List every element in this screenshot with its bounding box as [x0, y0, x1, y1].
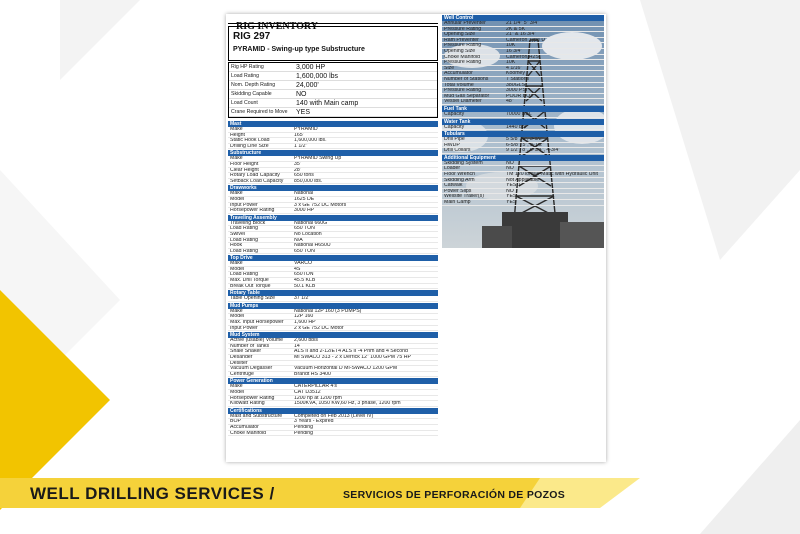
spec-label: Pressure Rating: [444, 43, 482, 48]
spec-label: Clear Height: [230, 167, 259, 173]
spec-row: [442, 125, 604, 131]
spec-row: [442, 148, 604, 154]
spec-label: Drilling Line Size: [230, 143, 269, 149]
spec-value: 3,000 HP: [296, 63, 326, 71]
spec-value: 37 1/2": [294, 296, 311, 301]
spec-label: Make: [230, 127, 243, 132]
rig-number: RIG 297: [233, 31, 271, 42]
spec-value: NO: [506, 166, 514, 172]
spec-label: Power Slips: [444, 188, 472, 194]
spec-row: [228, 208, 438, 214]
spec-value: 1440 bbl: [506, 124, 526, 130]
section-header: Mud System: [228, 332, 438, 338]
spec-value: 1625 DE: [294, 196, 315, 202]
spec-value: N/A: [294, 237, 303, 243]
spec-label: Floor Height: [230, 161, 259, 167]
spec-label: Horsepower Rating: [230, 208, 275, 213]
spec-value: Cameron Type U: [506, 37, 546, 43]
spec-value: Completed on Feb 2013 (Level IV): [294, 413, 374, 419]
spec-value: PYRAMID Swing Up: [294, 156, 342, 161]
spec-label: Table Opening Size: [230, 296, 275, 301]
spec-row: [229, 63, 437, 72]
right-spec-sections: [442, 14, 604, 206]
spec-value: 1,600,000 lbs.: [294, 138, 327, 143]
sheet-title: RIG INVENTORY: [236, 21, 318, 32]
spec-label: Size: [444, 65, 455, 71]
spec-row: [228, 249, 438, 255]
spec-value: TM 120Torque-Matic with Hydraulic Unit: [506, 172, 598, 177]
spec-row: [229, 72, 437, 81]
spec-row: [229, 81, 437, 90]
spec-value: 48": [506, 99, 514, 104]
gray-stripe-bottom-right: [700, 420, 800, 534]
spec-label: Make: [230, 191, 243, 196]
spec-label: Pressure Rating: [444, 26, 482, 32]
spec-value: 24,000': [296, 81, 319, 89]
spec-label: Setback Load Capacity: [230, 178, 284, 184]
spec-value: 1200 hp at 1200 rpm: [294, 395, 342, 401]
spec-label: Choke Manifold: [444, 54, 481, 60]
spec-value: 3000 PSI: [506, 88, 528, 93]
spec-label: Make: [230, 156, 243, 161]
spec-label: Hook: [230, 243, 243, 248]
spec-label: Rig HP Rating: [231, 64, 264, 70]
spec-label: Total Volume: [444, 82, 474, 88]
spec-label: Capacity: [444, 111, 465, 117]
spec-value: National H650U: [294, 243, 331, 248]
spec-label: Height: [230, 132, 245, 138]
spec-label: Load Rating: [231, 73, 259, 79]
spec-label: Swivel: [230, 231, 245, 237]
spec-row: [228, 296, 438, 302]
spec-row: [442, 200, 604, 206]
spec-value: 650 TON: [294, 248, 315, 254]
banner-title: WELL DRILLING SERVICES /: [30, 484, 275, 503]
spec-label: Crane Required to Move: [231, 109, 288, 115]
spec-value: 5 5/8", 5", 3-1/2": [506, 137, 544, 142]
section-header: Fuel Tank: [442, 106, 604, 112]
spec-value: 7 Stations: [506, 76, 530, 82]
spec-value: 650 TON: [294, 226, 315, 231]
spec-label: Traveling Block: [230, 220, 266, 226]
rig-inventory-sheet: [226, 14, 606, 462]
spec-value: 850,000 lbs.: [294, 178, 323, 184]
spec-value: POOR BOY: [506, 93, 534, 99]
spec-value: Pending: [294, 430, 314, 436]
section-header: Rotary Table: [228, 290, 438, 296]
spec-value: Cameron H2S: [506, 54, 539, 60]
spec-value: 14: [294, 343, 300, 349]
spec-label: Pressure Rating: [444, 88, 482, 93]
spec-label: Horsepower Rating: [230, 395, 275, 401]
spec-value: 4 1/16": [506, 65, 523, 71]
spec-label: Number of Stations: [444, 76, 489, 82]
spec-label: Max. Input Horsepower: [230, 320, 284, 325]
spec-label: Choke Manifold: [230, 430, 267, 436]
spec-label: Max. Drill Torque: [230, 278, 269, 283]
spec-value: CAT D3512: [294, 389, 321, 395]
spec-value: Koomey: [506, 71, 526, 76]
spec-value: 16 3/4": [506, 48, 523, 54]
section-header: Water Tank: [442, 119, 604, 125]
spec-row: [229, 90, 437, 99]
section-header: Traveling Assembly: [228, 215, 438, 221]
spec-row: [228, 372, 438, 378]
spec-label: Skidding Arm: [444, 177, 475, 183]
spec-label: Wellsite Trailer(s): [444, 194, 484, 200]
spec-label: Active (usable) Volume: [230, 338, 284, 343]
spec-value: 35': [294, 161, 301, 167]
section-header: Tubulars: [442, 131, 604, 137]
spec-label: Drill Collars: [444, 148, 471, 153]
section-header: Drawworks: [228, 185, 438, 191]
spec-label: HWDP: [444, 142, 460, 148]
rig-subtitle: PYRAMID - Swing-up type Substructure: [233, 46, 365, 53]
spec-label: Load Rating: [230, 272, 258, 278]
spec-value: 2,600 bbls: [294, 338, 318, 343]
spec-label: Capacity: [444, 124, 465, 130]
spec-value: 21" & 16 3/4": [506, 32, 537, 37]
spec-label: Accumulator: [444, 71, 473, 76]
spec-label: Make: [230, 384, 243, 389]
spec-row: [228, 284, 438, 290]
spec-row: [228, 144, 438, 150]
spec-label: Drill Pipe: [444, 137, 465, 142]
spec-label: Static Hook Load: [230, 138, 270, 143]
spec-value: 50.1 KLB: [294, 283, 316, 289]
spec-label: Floor Wrench: [444, 172, 476, 177]
spec-label: Centrifuge: [230, 371, 254, 377]
spec-value: 1,600 HP: [294, 320, 316, 325]
spec-value: National: [294, 191, 314, 196]
spec-label: Vessel Diameter: [444, 99, 482, 104]
spec-label: Skidding Capable: [231, 91, 272, 97]
spec-row: [229, 99, 437, 108]
spec-value: NO: [506, 188, 514, 194]
spec-label: BOP: [230, 419, 241, 424]
spec-label: Nom. Depth Rating: [231, 82, 276, 88]
spec-label: Model: [230, 314, 245, 320]
left-spec-sections: [228, 120, 438, 436]
section-header: Substructure: [228, 150, 438, 156]
spec-value: VARCO: [294, 261, 313, 266]
spec-value: 4S: [294, 266, 301, 272]
spec-value: YES: [296, 108, 311, 116]
spec-label: Model: [230, 196, 245, 202]
spec-label: Vacuum Degasser: [230, 366, 273, 371]
spec-value: 10K: [506, 60, 516, 65]
spec-label: Shale Shaker: [230, 349, 262, 354]
spec-label: Rotary Load Capacity: [230, 173, 280, 178]
spec-label: Pressure Rating: [444, 60, 482, 65]
section-header: Additional Equipment: [442, 155, 604, 161]
section-header: Certifications: [228, 408, 438, 414]
spec-label: Opening Size: [444, 32, 476, 37]
spec-value: CATERPILLAR 4's: [294, 384, 337, 389]
spec-label: Number of Tanks: [230, 343, 270, 349]
spec-value: 45.5 KLB: [294, 278, 316, 283]
spec-value: 28': [294, 167, 301, 173]
spec-value: NO: [506, 160, 514, 166]
sheet-title-box: [228, 16, 438, 32]
spec-value: National 660G: [294, 220, 328, 226]
spec-value: 1500KVA, 1050 KW,60 Hz, 3 phase, 1200 rpm: [294, 401, 401, 406]
spec-row: [442, 99, 604, 105]
spec-value: 3 Years - Expired: [294, 419, 334, 424]
spec-label: Mast and Substructure: [230, 413, 283, 419]
spec-value: 140 with Main camp: [296, 99, 359, 107]
spec-row: [228, 179, 438, 185]
spec-value: National 12P 160 (3 PUMPS): [294, 308, 362, 314]
spec-label: Load Count: [231, 100, 258, 106]
spec-label: Load Rating: [230, 226, 258, 231]
spec-label: Accumulator: [230, 424, 259, 430]
spec-value: 2K & 5K: [506, 26, 526, 32]
rig-spec-summary: [228, 62, 438, 118]
spec-value: Not Applicable: [506, 177, 540, 183]
spec-label: Skidding System: [444, 160, 483, 166]
spec-value: YES: [506, 194, 517, 200]
spec-value: YES: [506, 200, 517, 205]
rig-header-box: [228, 26, 438, 61]
spec-value: Pending: [294, 424, 314, 430]
section-header: Mast: [228, 121, 438, 127]
spec-label: Mud Gas Separator: [444, 93, 490, 99]
spec-value: 21 1/4" 5" 3/4": [506, 21, 539, 26]
spec-value: 380GLS: [506, 82, 526, 88]
spec-label: Catwalk: [444, 183, 463, 188]
spec-value: 1 1/2": [294, 143, 308, 149]
spec-label: Ram Preventer: [444, 37, 479, 43]
spec-value: YES 1: [506, 183, 521, 188]
banner-subtitle: SERVICIOS DE PERFORACIÓN DE POZOS: [343, 489, 566, 501]
spec-label: Input Power: [230, 325, 258, 331]
spec-label: Make: [230, 261, 243, 266]
spec-value: 650TON: [294, 272, 314, 278]
section-header: Well Control: [442, 15, 604, 21]
spec-label: Opening Size: [444, 48, 476, 54]
spec-value: 3 x GE 752 DC Motors: [294, 202, 347, 208]
spec-value: ALS II and 2-12/ET4 ALS II -4 Prim and 4 Second: [294, 349, 408, 354]
spec-row: [228, 326, 438, 332]
spec-row: [229, 108, 437, 117]
spec-label: Desander: [230, 355, 253, 360]
section-header: Top Drive: [228, 255, 438, 261]
section-header: Power Generation: [228, 378, 438, 384]
gray-stripe-top-left: [60, 0, 140, 80]
spec-row: [442, 112, 604, 118]
spec-label: Model: [230, 389, 245, 395]
spec-label: Annular Preventer: [444, 21, 486, 26]
gray-stripe-top-right: [640, 0, 800, 260]
spec-label: Desilter: [230, 360, 248, 366]
spec-value: 70000 BBL: [506, 111, 532, 117]
spec-label: Loader: [444, 166, 461, 172]
spec-value: 6-5/8", 5", 3-1/2": [506, 142, 544, 148]
spec-value: [294, 361, 438, 366]
spec-row: [228, 401, 438, 407]
spec-value: Vacuum Horizontal D MI-SWACO 1200 GPM: [294, 366, 398, 371]
spec-label: Load Rating: [230, 248, 258, 254]
spec-value: 9 1/2", 8", 6-1/4", 4-3/4": [506, 148, 561, 153]
section-header: Mud Pumps: [228, 303, 438, 309]
spec-label: Make: [230, 308, 243, 314]
spec-label: Load Rating: [230, 237, 258, 243]
spec-value: Mi SWACO 313 - 2 x Derrick 12" 1000 GPM 75 HP: [294, 355, 411, 360]
spec-row: [228, 431, 438, 437]
spec-value: PYRAMID: [294, 127, 318, 132]
spec-value: 1,600,000 lbs: [296, 72, 339, 80]
spec-value: 650 tons: [294, 173, 314, 178]
spec-value: No Location: [294, 231, 322, 237]
spec-label: Input Power: [230, 202, 258, 208]
spec-value: 2 x GE 752 DC Motor: [294, 325, 344, 331]
spec-label: Model: [230, 266, 245, 272]
spec-value: 3000 HP: [294, 208, 315, 213]
spec-label: Main Camp: [444, 200, 471, 205]
spec-value: NO: [296, 90, 307, 98]
spec-value: 10K: [506, 43, 516, 48]
spec-label: Break Out Torque: [230, 283, 271, 289]
spec-label: Kilowatt Rating: [230, 401, 265, 406]
spec-value: 165': [294, 132, 304, 138]
spec-value: 12P 160: [294, 314, 314, 320]
spec-value: Brandt HS 3400: [294, 371, 331, 377]
